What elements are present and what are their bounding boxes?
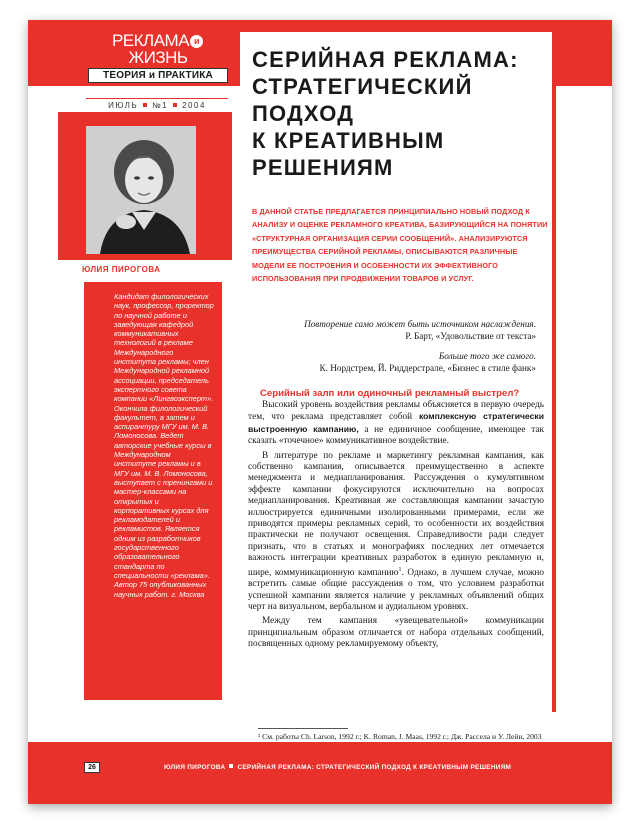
epigraph-source: Р. Барт, «Удовольствие от текста» <box>405 331 536 341</box>
epigraph-source: К. Нордстрем, Й. Риддерстрале, «Бизнес в стиле фанк» <box>319 363 536 373</box>
issue-year: 2004 <box>182 101 206 110</box>
body-paragraph <box>248 451 544 614</box>
author-photo <box>86 126 196 254</box>
article-body <box>248 400 544 654</box>
body-text-run: Высокий уровень воздействия рекламы объясняется в первую очередь тем, что реклама представляет собой <box>248 400 544 423</box>
body-text-run: . Однако, в лучшем случае, можно встретить самые общие рассуждения о том, что условием разработки успешной кампании является наличие у рекламных объявлений общих черт на визуальном, вербальном и аудиальном уровнях. <box>248 567 545 612</box>
running-title: СЕРИЙНАЯ РЕКЛАМА: СТРАТЕГИЧЕСКИЙ ПОДХОД К КРЕАТИВНЫМ РЕШЕНИЯМ <box>237 764 512 771</box>
bullet-icon <box>173 103 177 107</box>
square-bullet-icon <box>229 764 233 768</box>
title-line: К КРЕАТИВНЫМ <box>252 128 445 153</box>
epigraph-quote: Больше того же самого. <box>438 351 536 361</box>
bullet-icon <box>143 103 147 107</box>
running-footer <box>164 764 544 771</box>
article-lead: В ДАННОЙ СТАТЬЕ ПРЕДЛАГАЕТСЯ ПРИНЦИПИАЛЬНО НОВЫЙ ПОДХОД К АНАЛИЗУ И ОЦЕНКЕ РЕКЛАМНОГО КРЕАТИВА, БАЗИРУЮЩИЙСЯ НА ПОНЯТИИ «СТРУКТУРНАЯ ОРГАНИЗАЦИЯ СЕРИИ СООБЩЕНИЙ». АНАЛИЗИРУЮТСЯ ПРЕИМУЩЕСТВА СЕРИЙНОЙ РЕКЛАМЫ, ОПИСЫВАЮТСЯ РАЗЛИЧНЫЕ МОДЕЛИ ЕЕ ПОСТРОЕНИЯ И ОСОБЕННОСТИ ИХ ЭФФЕКТИВНОГО ИСПОЛЬЗОВАНИЯ ПРИ ПРОДВИЖЕНИИ ТОВАРОВ И УСЛУГ. <box>252 207 548 284</box>
author-bio: Кандидат филологических наук, профессор, проректор по научной работе и заведующая кафедрой коммуникативных технологий в рекламе Международного института рекламы; член Международной рекламной ассоциации, председатель экспертного совета компании «Лингвоэксперт». Окончила филологический факультет, а затем и аспирантуру МГУ им. М. В. Ломоносова. Ведет авторские учебные курсы в Международном институте рекламы и в МГУ им. М. В. Ломоносова, выступает с тренингами и мастер-классами на открытых и корпоративных курсах для рекламодателей и рекламистов. Является одним из разработчиков государственного образовательного стандарта по специальности «реклама». Автор 75 опубликованных научных работ. г. Москва <box>114 292 214 599</box>
issue-month: ИЮЛЬ <box>108 101 139 110</box>
article-title <box>252 46 552 181</box>
right-red-rule <box>552 32 556 712</box>
title-box <box>240 32 552 182</box>
title-line: РЕШЕНИЯМ <box>252 155 394 180</box>
logo-left-word: РЕКЛАМА <box>111 31 190 50</box>
body-text-run: а не единичное сообщение, имеющее так сказать «точечное» коммуникативное воздействие. <box>248 424 545 447</box>
title-line: СЕРИЙНАЯ РЕКЛАМА: <box>252 47 519 72</box>
page-number: 26 <box>84 762 100 773</box>
body-paragraph: Между тем кампания «увещевательной» коммуникации принципиальным образом отличается от набора отдельных сообщений, посвященных одному рекламируемому объекту, <box>248 616 544 650</box>
issue-number: №1 <box>152 101 169 110</box>
logo-amp-badge: и <box>190 35 203 48</box>
running-author: ЮЛИЯ ПИРОГОВА <box>164 764 226 771</box>
epigraph-quote: Повторение само может быть источником наслаждения. <box>304 319 536 329</box>
title-line: СТРАТЕГИЧЕСКИЙ ПОДХОД <box>252 74 473 126</box>
footnote-rule <box>258 728 348 729</box>
body-text-run: В литературе по рекламе и маркетингу рекламная кампания, как собственно кампания, описывается преимущественно в аспекте менеджмента и медиапланирования. Рассуждения о кумулятивном эффекте кампании фокусируются исключительно на вопросах медиапланирования. Креативная же составляющая кампании зачастую иллюстрируется единичными изолированными примерами, если же приводятся примеры рекламных серий, то особенности их воздействия практически не получают освещения. Справедливости ради следует признать, что в статьях и монографиях последних лет отмечается важность интеграции креативных разработок в единую рекламную и, шире, коммуникационную кампанию <box>248 450 544 578</box>
body-bold-run: комплексную стратегически выстроенную кампанию, <box>248 411 544 434</box>
magazine-page <box>28 20 612 804</box>
epigraph <box>236 350 536 374</box>
magazine-logo <box>88 32 228 83</box>
section-heading: Серийный залп или одиночный рекламный выстрел? <box>260 388 520 399</box>
body-paragraph <box>248 400 544 448</box>
logo-subtitle: ТЕОРИЯ и ПРАКТИКА <box>88 68 228 83</box>
portrait-photo-icon <box>86 126 196 254</box>
epigraph <box>236 318 536 342</box>
logo-wordmark <box>88 32 228 66</box>
author-bio-box <box>84 282 222 700</box>
logo-right-word: ЖИЗНЬ <box>128 48 188 67</box>
bottom-red-band <box>28 742 612 804</box>
footnote-marker: 1 <box>398 566 402 573</box>
issue-info <box>86 98 228 113</box>
author-name: ЮЛИЯ ПИРОГОВА <box>82 265 161 274</box>
footnote: ¹ См. работы Ch. Larson, 1992 г.; K. Roman, J. Maas, 1992 г.; Дж. Рассела и У. Лейн, 2003 <box>258 732 542 741</box>
